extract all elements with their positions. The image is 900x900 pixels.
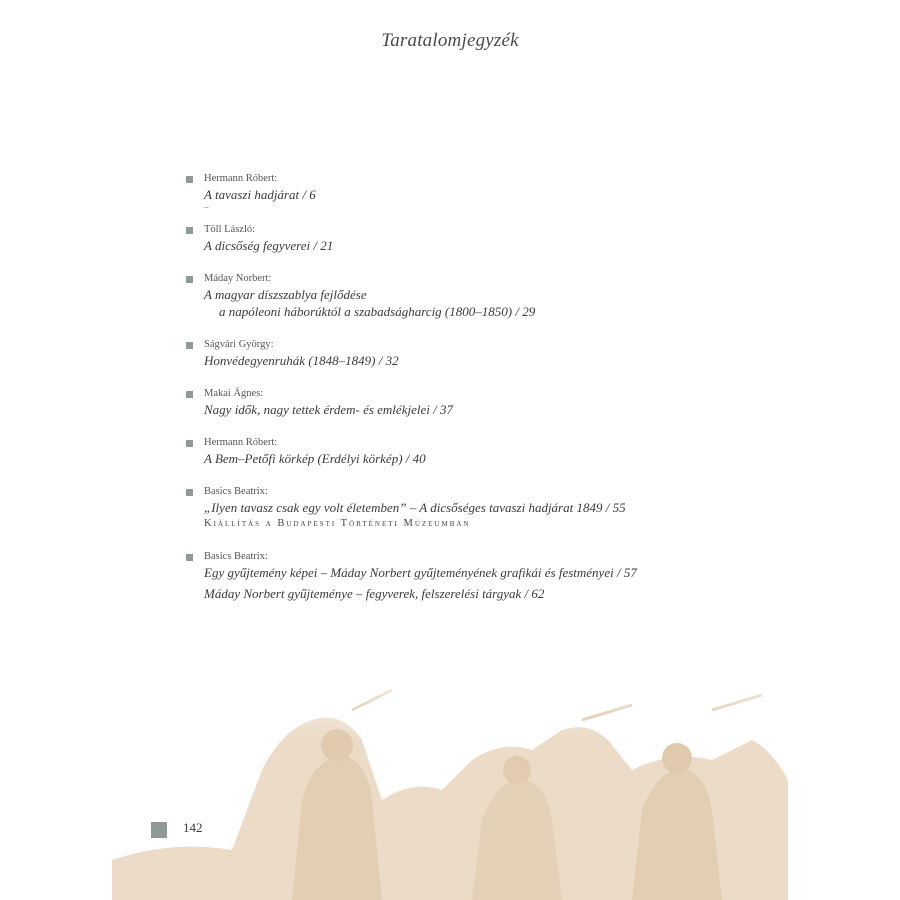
toc-entry[interactable]: [186, 338, 746, 369]
background-illustration: [112, 650, 788, 900]
square-bullet-icon: [186, 489, 193, 496]
toc-entry[interactable]: [186, 485, 746, 532]
toc-entry[interactable]: [186, 272, 746, 320]
toc-entry-no-author[interactable]: Máday Norbert gyűjteménye – fegyverek, felszerelési tárgyak / 62: [204, 586, 545, 601]
entry-title: Nagy idők, nagy tettek érdem- és emlékjelei / 37: [204, 402, 453, 417]
square-bullet-icon: [186, 391, 193, 398]
toc-entry[interactable]: [186, 550, 746, 581]
entry-title: A tavaszi hadjárat / 6: [204, 187, 316, 202]
square-bullet-icon: [186, 276, 193, 283]
entry-title: Honvédegyenruhák (1848–1849) / 32: [204, 353, 399, 368]
toc-entry[interactable]: [186, 387, 746, 418]
entry-author: Ságvári György:: [204, 339, 274, 350]
square-bullet-icon: [186, 554, 193, 561]
entry-title: „Ilyen tavasz csak egy volt életemben” – A dicsőséges tavaszi hadjárat 1849 / 55: [204, 500, 626, 515]
square-bullet-icon: [186, 342, 193, 349]
entry-subtitle: Kiállítás a Budapesti Történeti Múzeumban: [204, 518, 471, 529]
page-title: Taratalomjegyzék: [381, 30, 519, 51]
entry-author: Máday Norbert:: [204, 273, 272, 284]
table-of-contents: [186, 172, 746, 602]
entry-author: Basics Beatrix:: [204, 551, 268, 562]
entry-mark: –: [204, 202, 209, 212]
entry-title: A magyar díszszablya fejlődése: [204, 287, 367, 302]
entry-author: Töll László:: [204, 224, 256, 235]
entry-author: Basics Beatrix:: [204, 486, 268, 497]
toc-entry[interactable]: [186, 436, 746, 467]
toc-entry[interactable]: [186, 172, 746, 211]
footer-square-icon: [151, 822, 167, 838]
entry-author: Hermann Róbert:: [204, 437, 278, 448]
entry-title-continued: a napóleoni háborúktól a szabadságharcig (1800–1850) / 29: [219, 304, 536, 319]
entry-title: Egy gyűjtemény képei – Máday Norbert gyűjteményének grafikái és festményei / 57: [204, 565, 637, 580]
entry-author: Makai Ágnes:: [204, 388, 264, 399]
square-bullet-icon: [186, 227, 193, 234]
square-bullet-icon: [186, 440, 193, 447]
square-bullet-icon: [186, 176, 193, 183]
entry-author: Hermann Róbert:: [204, 173, 278, 184]
entry-title: A Bem–Petőfi körkép (Erdélyi körkép) / 40: [204, 451, 426, 466]
toc-entry[interactable]: [186, 223, 746, 254]
page-number: 142: [183, 820, 203, 835]
entry-title: A dicsőség fegyverei / 21: [204, 238, 334, 253]
